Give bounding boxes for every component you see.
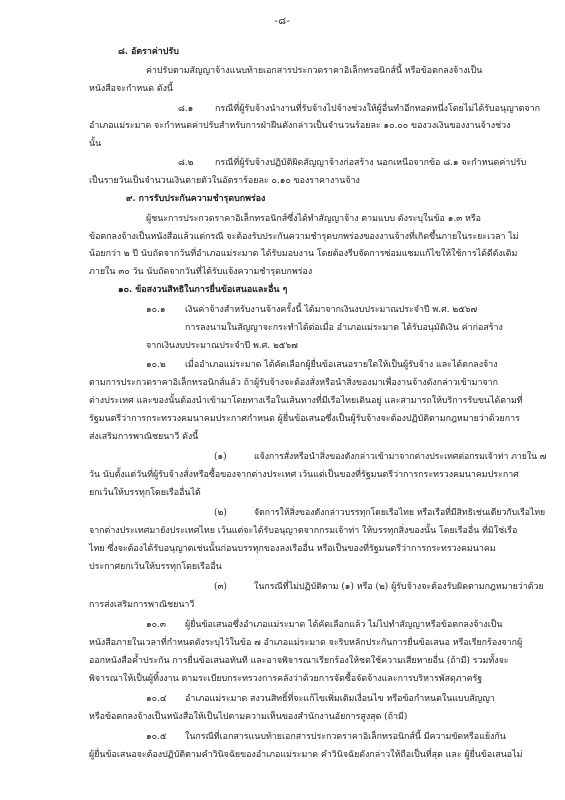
clause-10-1-number: ๑๐.๑ — [146, 305, 166, 315]
section-9-title: ๙. การรับประกันความชำรุดบกพร่อง — [126, 194, 266, 204]
clause-10-1-line2: การลงนามในสัญญาจะกระทำได้ต่อเมื่อ อำเภอแม่ระมาด ได้รับอนุมัติเงิน ค่าก่อสร้าง — [185, 323, 503, 333]
clause-10-5-number: ๑๐.๕ — [146, 732, 167, 742]
clause-10-2-2-line1: จัดการให้สิ่งของดังกล่าวบรรทุกโดยเรือไทย หรือเรือที่มีสิทธิเช่นเดียวกับเรือไทย — [254, 508, 546, 518]
section-8-intro-line2: หนังสือจะกำหนด ดังนี้ — [89, 84, 173, 94]
clause-10-2-line3: ต่างประเทศ และของนั้นต้องนำเข้ามาโดยทางเรือในเส้นทางที่มีเรือไทยเดินอยู่ และสามารถให้บริการรับขนได้ตามที่ — [89, 396, 523, 406]
clause-10-3-line4: พิจารณาให้เป็นผู้ทิ้งงาน ตามระเบียบกระทรวงการคลังว่าด้วยการจัดซื้อจัดจ้างและการบริหารพัสดุภาครัฐ — [89, 674, 483, 684]
section-10-title: ๑๐. ข้อสงวนสิทธิในการยื่นข้อเสนอและอื่น ๆ — [118, 285, 288, 295]
clause-10-1-line1: เงินค่าจ้างสำหรับงานจ้างครั้งนี้ ได้มาจากเงินงบประมาณประจำปี พ.ศ. ๒๕๖๗ — [185, 305, 478, 315]
clause-8-1-line1: กรณีที่ผู้รับจ้างนำงานที่รับจ้างไปจ้างช่วงให้ผู้อื่นทำอีกทอดหนึ่งโดยไม่ได้รับอนุญาตจาก — [215, 104, 540, 114]
clause-10-5-line1: ในกรณีที่เอกสารแนบท้ายเอกสารประกวดราคาอิเล็กทรอนิกส์นี้ มีความขัดหรือแย้งกัน — [185, 732, 506, 742]
clause-10-2-2-number: (๒) — [214, 508, 227, 518]
page-number: -๘- — [274, 16, 291, 27]
clause-10-2-1-line3: ยกเว้นให้บรรทุกโดยเรืออื่นได้ — [89, 488, 201, 498]
clause-10-4-number: ๑๐.๔ — [146, 694, 167, 704]
clause-8-2-line2: เป็นรายวันเป็นจำนวนเงินตายตัวในอัตราร้อยละ ๐.๑๐ ของราคางานจ้าง — [89, 176, 360, 186]
clause-10-2-3-line2: การส่งเสริมการพาณิชยนาวี — [89, 600, 195, 610]
clause-10-2-2-line2: จากต่างประเทศมายังประเทศไทย เว้นแต่จะได้รับอนุญาตจากกรมเจ้าท่า ให้บรรทุกสิ่งของนั้น โดยเรืออื่น ที่มิใช่เรือ — [89, 526, 518, 536]
clause-10-3-number: ๑๐.๓ — [146, 620, 166, 630]
clause-8-1-number: ๘.๑ — [178, 104, 194, 114]
clause-8-2-number: ๘.๒ — [178, 158, 194, 168]
clause-8-1-line3: นั้น — [89, 139, 102, 149]
clause-8-1-line2: อำเภอแม่ระมาด จะกำหนดค่าปรับสำหรับการฝ่าฝืนดังกล่าวเป็นจำนวนร้อยละ ๑๐.๐๐ ของวงเงินของงานจ้างช่วง — [89, 121, 511, 131]
clause-10-4-line1: อำเภอแม่ระมาด สงวนสิทธิ์ที่จะแก้ไขเพิ่มเติมเงื่อนไข หรือข้อกำหนดในแบบสัญญา — [185, 694, 495, 704]
clause-10-2-line1: เมื่ออำเภอแม่ระมาด ได้คัดเลือกผู้ยื่นข้อเสนอรายใดให้เป็นผู้รับจ้าง และได้ตกลงจ้าง — [185, 360, 498, 370]
section-9-line2: ข้อตกลงจ้างเป็นหนังสือแล้วแต่กรณี จะต้องรับประกันความชำรุดบกพร่องของงานจ้างที่เกิดขึ้นภายในระยะเวลา ไม่ — [89, 232, 519, 242]
clause-10-2-2-line4: ประกาศยกเว้นให้บรรทุกโดยเรืออื่น — [89, 562, 222, 572]
clause-10-2-1-number: (๑) — [214, 452, 227, 462]
clause-10-2-number: ๑๐.๒ — [146, 360, 166, 370]
section-9-line3: น้อยกว่า ๒ ปี นับถัดจากวันที่อำเภอแม่ระมาด ได้รับมอบงาน โดยต้องรีบจัดการซ่อมแซมแก้ไขให้ใช้การได้ดีดังเดิม — [89, 249, 518, 259]
clause-10-3-line2: หนังสือภายในเวลาที่กำหนดดังระบุไว้ในข้อ ๗ อำเภอแม่ระมาด จะริบหลักประกันการยื่นข้อเสนอ หรือเรียกร้องจากผู้ — [89, 638, 523, 648]
clause-10-2-3-number: (๓) — [214, 582, 227, 592]
section-9-line4: ภายใน ๓๐ วัน นับถัดจากวันที่ได้รับแจ้งความชำรุดบกพร่อง — [89, 267, 313, 277]
clause-10-3-line1: ผู้ยื่นข้อเสนอซึ่งอำเภอแม่ระมาด ได้คัดเลือกแล้ว ไม่ไปทำสัญญาหรือข้อตกลงจ้างเป็น — [185, 620, 503, 630]
clause-10-4-line2: หรือข้อตกลงจ้างเป็นหนังสือให้เป็นไปตามความเห็นของสำนักงานอัยการสูงสุด (ถ้ามี) — [89, 712, 408, 722]
clause-10-2-1-line2: วัน นับตั้งแต่วันที่ผู้รับจ้างสั่งหรือซื้อของจากต่างประเทศ เว้นแต่เป็นของที่รัฐมนตรีว่าการกระทรวงคมนาคมประกาศ — [89, 470, 519, 480]
clause-10-2-1-line1: แจ้งการสั่งหรือนำสิ่งของดังกล่าวเข้ามาจากต่างประเทศต่อกรมเจ้าท่า ภายใน ๗ — [254, 452, 547, 462]
clause-10-2-line4: รัฐมนตรีว่าการกระทรวงคมนาคมประกาศกำหนด ผู้ยื่นข้อเสนอซึ่งเป็นผู้รับจ้างจะต้องปฏิบัติตามกฎหมายว่าด้วยการ — [89, 414, 520, 424]
clause-10-5-line2: ผู้ยื่นข้อเสนอจะต้องปฏิบัติตามคำวินิจฉัยของอำเภอแม่ระมาด คำวินิจฉัยดังกล่าวให้ถือเป็นที่สุด และ ผู้ยื่นข้อเสนอไม่ — [89, 750, 523, 760]
clause-10-2-2-line3: ไทย ซึ่งจะต้องได้รับอนุญาตเช่นนั้นก่อนบรรทุกของลงเรืออื่น หรือเป็นของที่รัฐมนตรีว่าการกระทรวงคมนาคม — [89, 544, 496, 554]
clause-10-2-line5: ส่งเสริมการพาณิชยนาวี ดังนี้ — [89, 432, 199, 442]
clause-10-1-line3: จากเงินงบประมาณประจำปี พ.ศ. ๒๕๖๗ — [146, 341, 298, 351]
clause-10-2-3-line1: ในกรณีที่ไม่ปฏิบัติตาม (๑) หรือ (๒) ผู้รับจ้างจะต้องรับผิดตามกฎหมายว่าด้วย — [254, 582, 544, 592]
clause-10-3-line3: ออกหนังสือค้ำประกัน การยื่นข้อเสนอทันที และอาจพิจารณาเรียกร้องให้ชดใช้ความเสียหายอื่น (ถ้ามี) รวมทั้งจะ — [89, 656, 509, 666]
section-8-title: ๘. อัตราค่าปรับ — [118, 47, 179, 57]
clause-8-2-line1: กรณีที่ผู้รับจ้างปฏิบัติผิดสัญญาจ้างก่อสร้าง นอกเหนือจากข้อ ๘.๑ จะกำหนดค่าปรับ — [215, 158, 527, 168]
section-9-line1: ผู้ชนะการประกวดราคาอิเล็กทรอนิกส์ซึ่งได้ทำสัญญาจ้าง ตามแบบ ดังระบุในข้อ ๑.๓ หรือ — [146, 214, 481, 224]
clause-10-2-line2: ตามการประกวดราคาอิเล็กทรอนิกส์แล้ว ถ้าผู้รับจ้างจะต้องสั่งหรือนำสิ่งของมาเพื่องานจ้างดังกล่าวเข้ามาจาก — [89, 378, 499, 388]
section-8-intro-line1: ค่าปรับตามสัญญาจ้างแนบท้ายเอกสารประกวดราคาอิเล็กทรอนิกส์นี้ หรือข้อตกลงจ้างเป็น — [146, 66, 483, 76]
